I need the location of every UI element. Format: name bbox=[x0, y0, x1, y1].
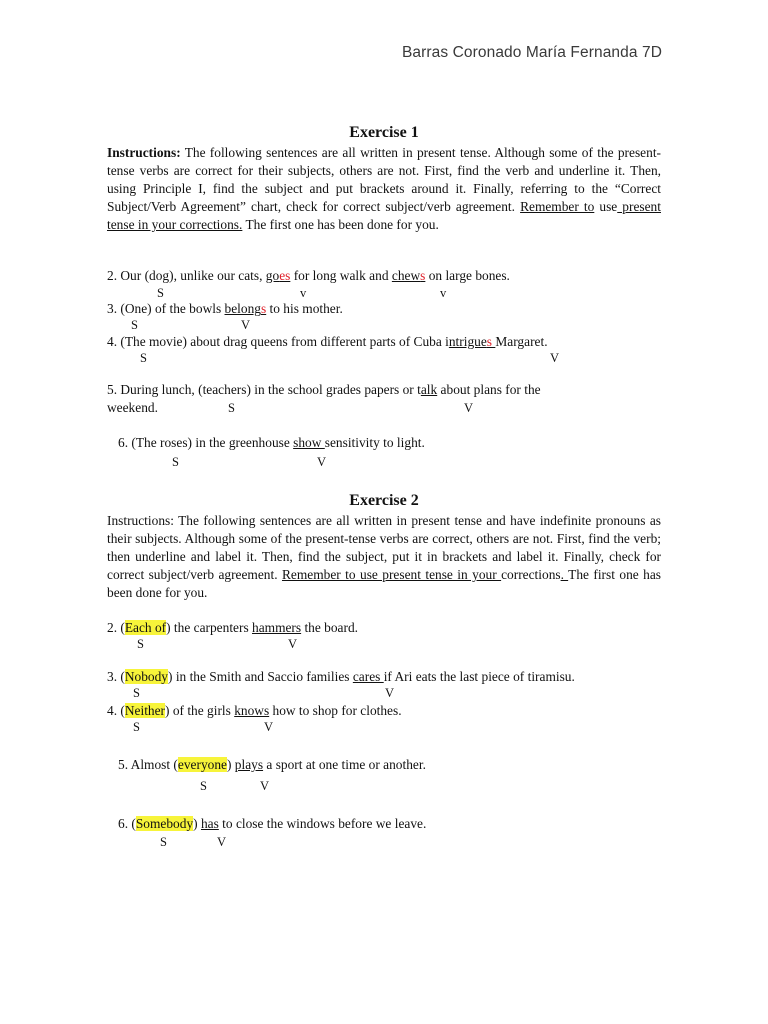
subject-label: S bbox=[228, 401, 235, 415]
verb-show: show bbox=[293, 435, 325, 450]
subject-highlight: Each of bbox=[124, 620, 167, 635]
sentence-text: 2. ( bbox=[107, 620, 125, 635]
subject-label: S bbox=[140, 351, 147, 365]
verb-talk: alk bbox=[420, 382, 438, 397]
sentence-text: the board. bbox=[301, 620, 358, 635]
instructions-underline-1: Remember to bbox=[520, 199, 595, 214]
ex2-sentence-4 bbox=[107, 703, 402, 719]
verb-correction: s bbox=[260, 301, 267, 316]
sentence-text: 6. ( bbox=[118, 816, 136, 831]
sentence-text: 5. Almost ( bbox=[118, 757, 178, 772]
verb-label: V bbox=[464, 401, 474, 415]
verb-knows: knows bbox=[234, 703, 270, 718]
verb-correction: s bbox=[486, 334, 496, 349]
verb-goes bbox=[266, 268, 291, 283]
subject-label: S bbox=[131, 318, 138, 332]
exercise-1-instructions bbox=[107, 144, 661, 234]
subject-label: S bbox=[137, 637, 144, 651]
ex2-sentence-2 bbox=[107, 620, 358, 636]
verb-label: V bbox=[385, 686, 395, 700]
verb-plays: plays bbox=[234, 757, 264, 772]
student-name: Barras Coronado María Fernanda 7D bbox=[401, 44, 662, 61]
verb-stem: ntrigue bbox=[448, 334, 487, 349]
sentence-text: ) bbox=[226, 757, 235, 772]
subject-highlight: Somebody bbox=[135, 816, 194, 831]
sentence-text: 3. ( bbox=[107, 669, 125, 684]
sentence-text: ) the carpenters bbox=[166, 620, 253, 635]
ex1-sentence-6 bbox=[118, 435, 425, 451]
sentence-text: to his mother. bbox=[266, 301, 343, 316]
subject-label: S bbox=[157, 286, 164, 300]
sentence-text: ) bbox=[193, 816, 201, 831]
sentence-text: 5. During lunch, (teachers) in the school grades papers or t bbox=[107, 382, 421, 397]
ex2-sentence-3 bbox=[107, 669, 575, 685]
sentence-text: for long walk and bbox=[290, 268, 392, 283]
subject-label: S bbox=[200, 779, 207, 793]
ex2-sentence-6 bbox=[118, 816, 426, 832]
exercise-1-title: Exercise 1 bbox=[349, 124, 419, 141]
instructions-underline-2: . bbox=[560, 567, 569, 582]
exercise-2-instructions bbox=[107, 512, 661, 602]
instructions-text-3: The first one has been done for you. bbox=[107, 567, 661, 600]
ex1-sentence-5 bbox=[107, 382, 541, 398]
sentence-text: to close the windows before we leave. bbox=[218, 816, 427, 831]
sentence-text: Margaret. bbox=[495, 334, 548, 349]
sentence-text: if Ari eats the last piece of tiramisu. bbox=[383, 669, 575, 684]
exercise-2-title: Exercise 2 bbox=[349, 492, 419, 509]
verb-label: V bbox=[317, 455, 327, 469]
sentence-text: sensitivity to light. bbox=[324, 435, 425, 450]
instructions-text: The following sentences are all written in present tense. Although some of the present-tense verbs are correct for their subjects, others are not. First, find the verb and underline it. Then, using Principle I, find the subject and put brackets around it. Finally, referring to the “Correct Subject/Verb Agreement” chart, check for correct subject/verb agreement. bbox=[107, 145, 661, 214]
verb-label: V bbox=[241, 318, 251, 332]
ex1-sentence-3 bbox=[107, 301, 343, 317]
sentence-text: 3. (One) of the bowls bbox=[107, 301, 225, 316]
ex1-sentence-4 bbox=[107, 334, 548, 350]
ex1-sentence-2 bbox=[107, 268, 510, 284]
instructions-underline-1: Remember to use present tense in your bbox=[281, 567, 502, 582]
subject-highlight: everyone bbox=[177, 757, 227, 772]
ex2-sentence-5 bbox=[118, 757, 426, 773]
instructions-text: Instructions: The following sentences are all written in present tense and have indefinite pronouns as their subjects. Although some of the present-tense verbs are correct, others are not. First, find the verb; then underline and label it. Then, find the subject, put it in brackets and label it. Finally, check for correct subject/verb agreement. bbox=[107, 513, 661, 582]
sentence-text: 4. ( bbox=[107, 703, 125, 718]
instructions-text-2: use bbox=[594, 199, 618, 214]
sentence-text: ) in the Smith and Saccio families bbox=[168, 669, 353, 684]
verb-correction: s bbox=[420, 268, 426, 283]
subject-highlight: Nobody bbox=[124, 669, 169, 684]
verb-belongs bbox=[225, 301, 267, 316]
verb-label: V bbox=[550, 351, 560, 365]
verb-stem: belong bbox=[224, 301, 261, 316]
verb-label: V bbox=[217, 835, 227, 849]
verb-label: V bbox=[264, 720, 274, 734]
sentence-text: a sport at one time or another. bbox=[263, 757, 426, 772]
subject-label: S bbox=[133, 686, 140, 700]
verb-correction: es bbox=[279, 268, 291, 283]
sentence-text: 4. (The movie) about drag queens from different parts of Cuba i bbox=[107, 334, 449, 349]
verb-chews bbox=[392, 268, 425, 283]
sentence-text: 6. (The roses) in the greenhouse bbox=[118, 435, 294, 450]
instructions-underline-2: present tense in your corrections. bbox=[107, 199, 661, 232]
sentence-text: on large bones. bbox=[425, 268, 510, 283]
sentence-text: how to shop for clothes. bbox=[269, 703, 402, 718]
subject-label: S bbox=[172, 455, 179, 469]
sentence-text: about plans for the bbox=[437, 382, 541, 397]
verb-cares: cares bbox=[352, 669, 384, 684]
instructions-label: Instructions: bbox=[107, 145, 181, 160]
verb-stem: chew bbox=[391, 268, 421, 283]
instructions-text-3: The first one has been done for you. bbox=[242, 217, 439, 232]
sentence-text: 2. Our (dog), unlike our cats, bbox=[107, 268, 266, 283]
subject-label: S bbox=[160, 835, 167, 849]
verb-label: v bbox=[300, 286, 307, 300]
verb-has: has bbox=[200, 816, 219, 831]
ex1-sentence-5-line-2: weekend. bbox=[107, 400, 158, 415]
verb-intrigues bbox=[449, 334, 496, 349]
sentence-text: ) of the girls bbox=[165, 703, 235, 718]
verb-hammers: hammers bbox=[252, 620, 302, 635]
subject-highlight: Neither bbox=[124, 703, 166, 718]
verb-stem: go bbox=[265, 268, 280, 283]
verb-label: V bbox=[288, 637, 298, 651]
instructions-text-2: corrections bbox=[501, 567, 561, 582]
subject-label: S bbox=[133, 720, 140, 734]
verb-label: V bbox=[260, 779, 270, 793]
verb-label: v bbox=[440, 286, 447, 300]
